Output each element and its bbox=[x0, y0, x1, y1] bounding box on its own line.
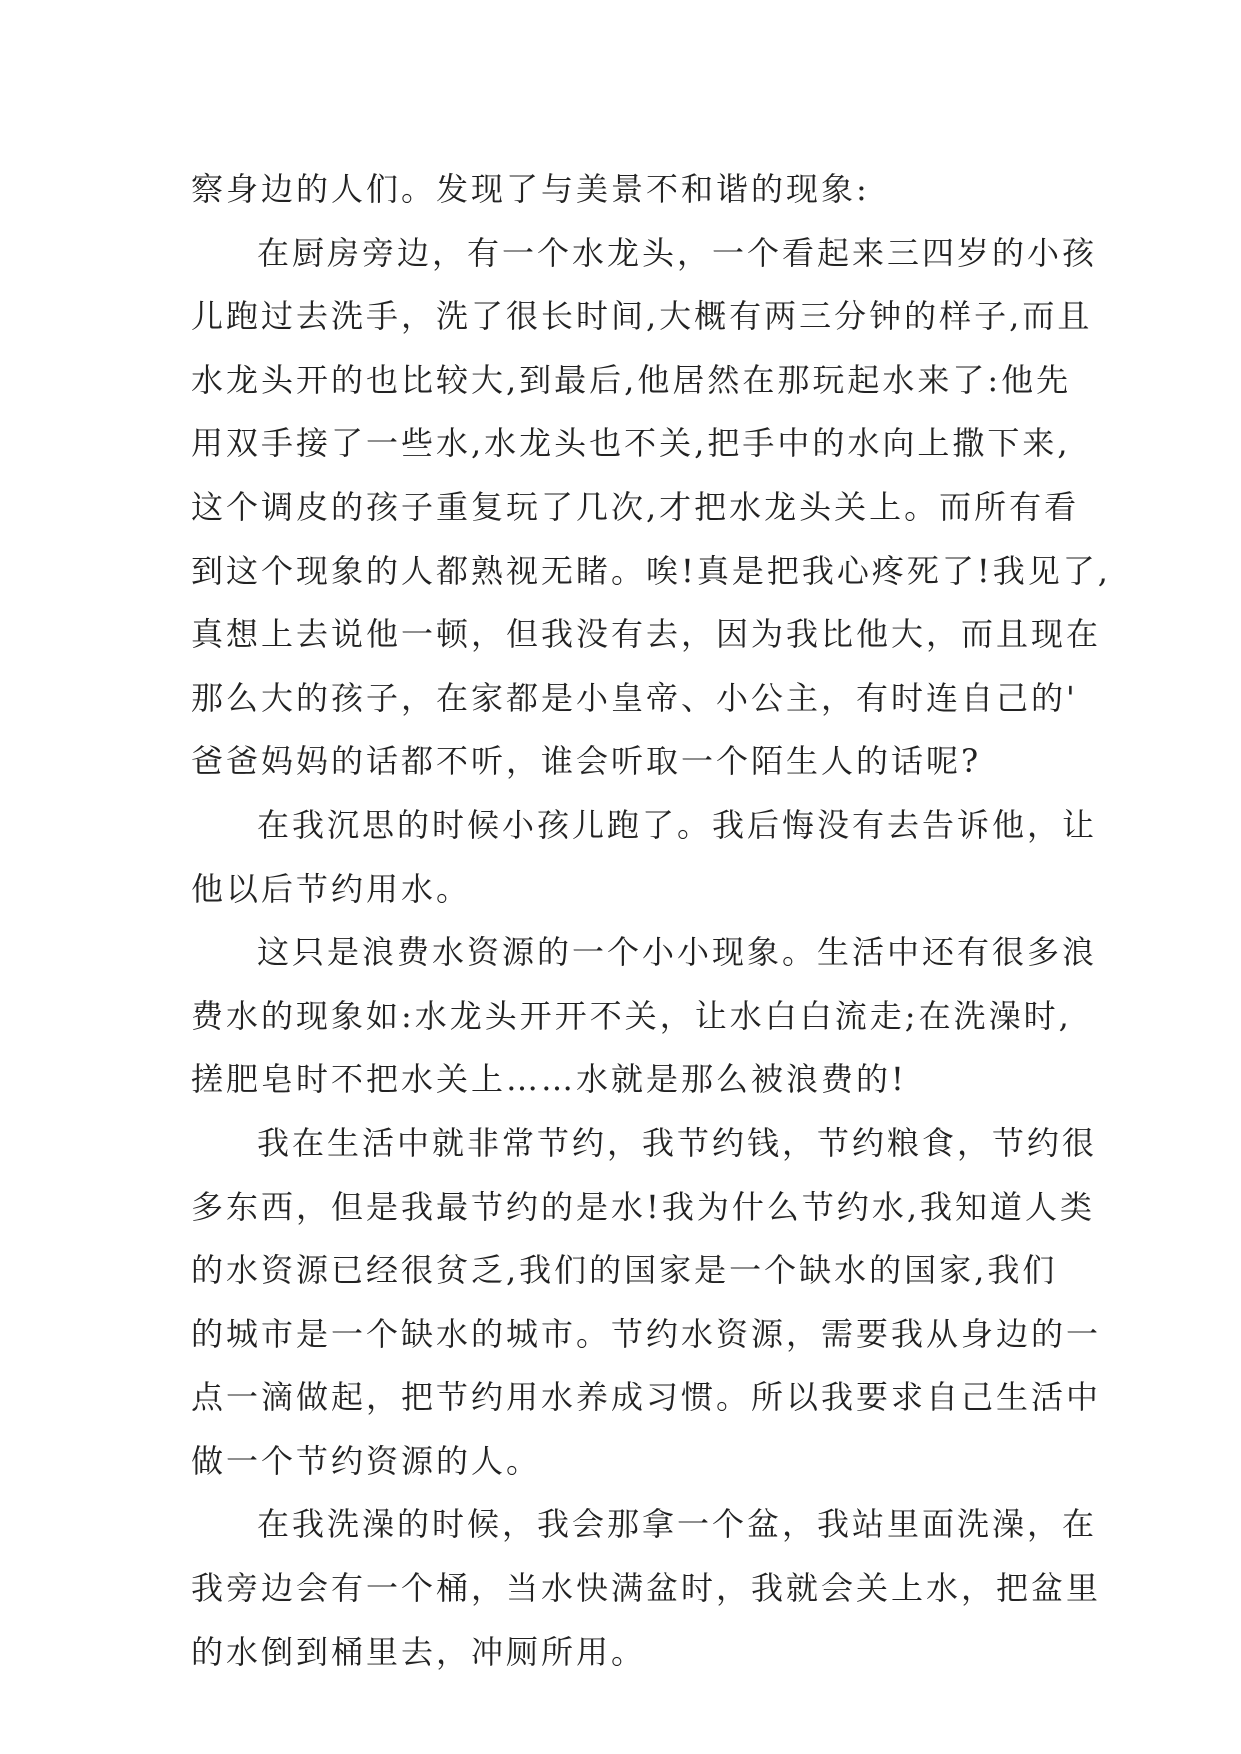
text-line: 在我洗澡的时候，我会那拿一个盆，我站里面洗澡，在 bbox=[257, 1505, 1098, 1544]
text-line: 这只是浪费水资源的一个小小现象。生活中还有很多浪 bbox=[257, 933, 1098, 972]
text-line: 察身边的人们。发现了与美景不和谐的现象: bbox=[191, 170, 870, 208]
text-line: 做一个节约资源的人。 bbox=[191, 1441, 542, 1480]
text-line: 到这个现象的人都熟视无睹。唉!真是把我心疼死了!我见了, bbox=[191, 551, 1111, 590]
text-line: 我在生活中就非常节约，我节约钱，节约粮食，节约很 bbox=[257, 1123, 1098, 1162]
text-line: 水龙头开的也比较大,到最后,他居然在那玩起水来了:他先 bbox=[191, 360, 1072, 399]
text-line: 点一滴做起，把节约用水养成习惯。所以我要求自己生活中 bbox=[191, 1378, 1102, 1417]
text-line: 爸爸妈妈的话都不听，谁会听取一个陌生人的话呢? bbox=[191, 742, 982, 781]
text-line: 在我沉思的时候小孩儿跑了。我后悔没有去告诉他，让 bbox=[257, 805, 1098, 844]
text-line: 真想上去说他一顿，但我没有去，因为我比他大，而且现在 bbox=[191, 615, 1102, 654]
text-line: 在厨房旁边，有一个水龙头，一个看起来三四岁的小孩 bbox=[257, 233, 1098, 272]
text-line: 他以后节约用水。 bbox=[191, 869, 472, 908]
body-text bbox=[191, 158, 1111, 1684]
text-line: 这个调皮的孩子重复玩了几次,才把水龙头关上。而所有看 bbox=[191, 487, 1080, 526]
text-line: 儿跑过去洗手，洗了很长时间,大概有两三分钟的样子,而且 bbox=[191, 297, 1093, 336]
text-line: 的水资源已经很贫乏,我们的国家是一个缺水的国家,我们 bbox=[191, 1251, 1058, 1290]
text-line: 我旁边会有一个桶，当水快满盆时，我就会关上水，把盆里 bbox=[191, 1569, 1102, 1608]
text-line: 的水倒到桶里去，冲厕所用。 bbox=[191, 1632, 647, 1671]
text-line: 费水的现象如:水龙头开开不关，让水白白流走;在洗澡时, bbox=[191, 996, 1072, 1035]
text-line: 那么大的孩子，在家都是小皇帝、小公主，有时连自己的' bbox=[191, 678, 1078, 717]
text-line: 多东西，但是我最节约的是水!我为什么节约水,我知道人类 bbox=[191, 1187, 1096, 1226]
text-line: 用双手接了一些水,水龙头也不关,把手中的水向上撒下来, bbox=[191, 424, 1071, 463]
text-line: 搓肥皂时不把水关上……水就是那么被浪费的! bbox=[191, 1060, 907, 1099]
text-line: 的城市是一个缺水的城市。节约水资源，需要我从身边的一 bbox=[191, 1314, 1102, 1353]
